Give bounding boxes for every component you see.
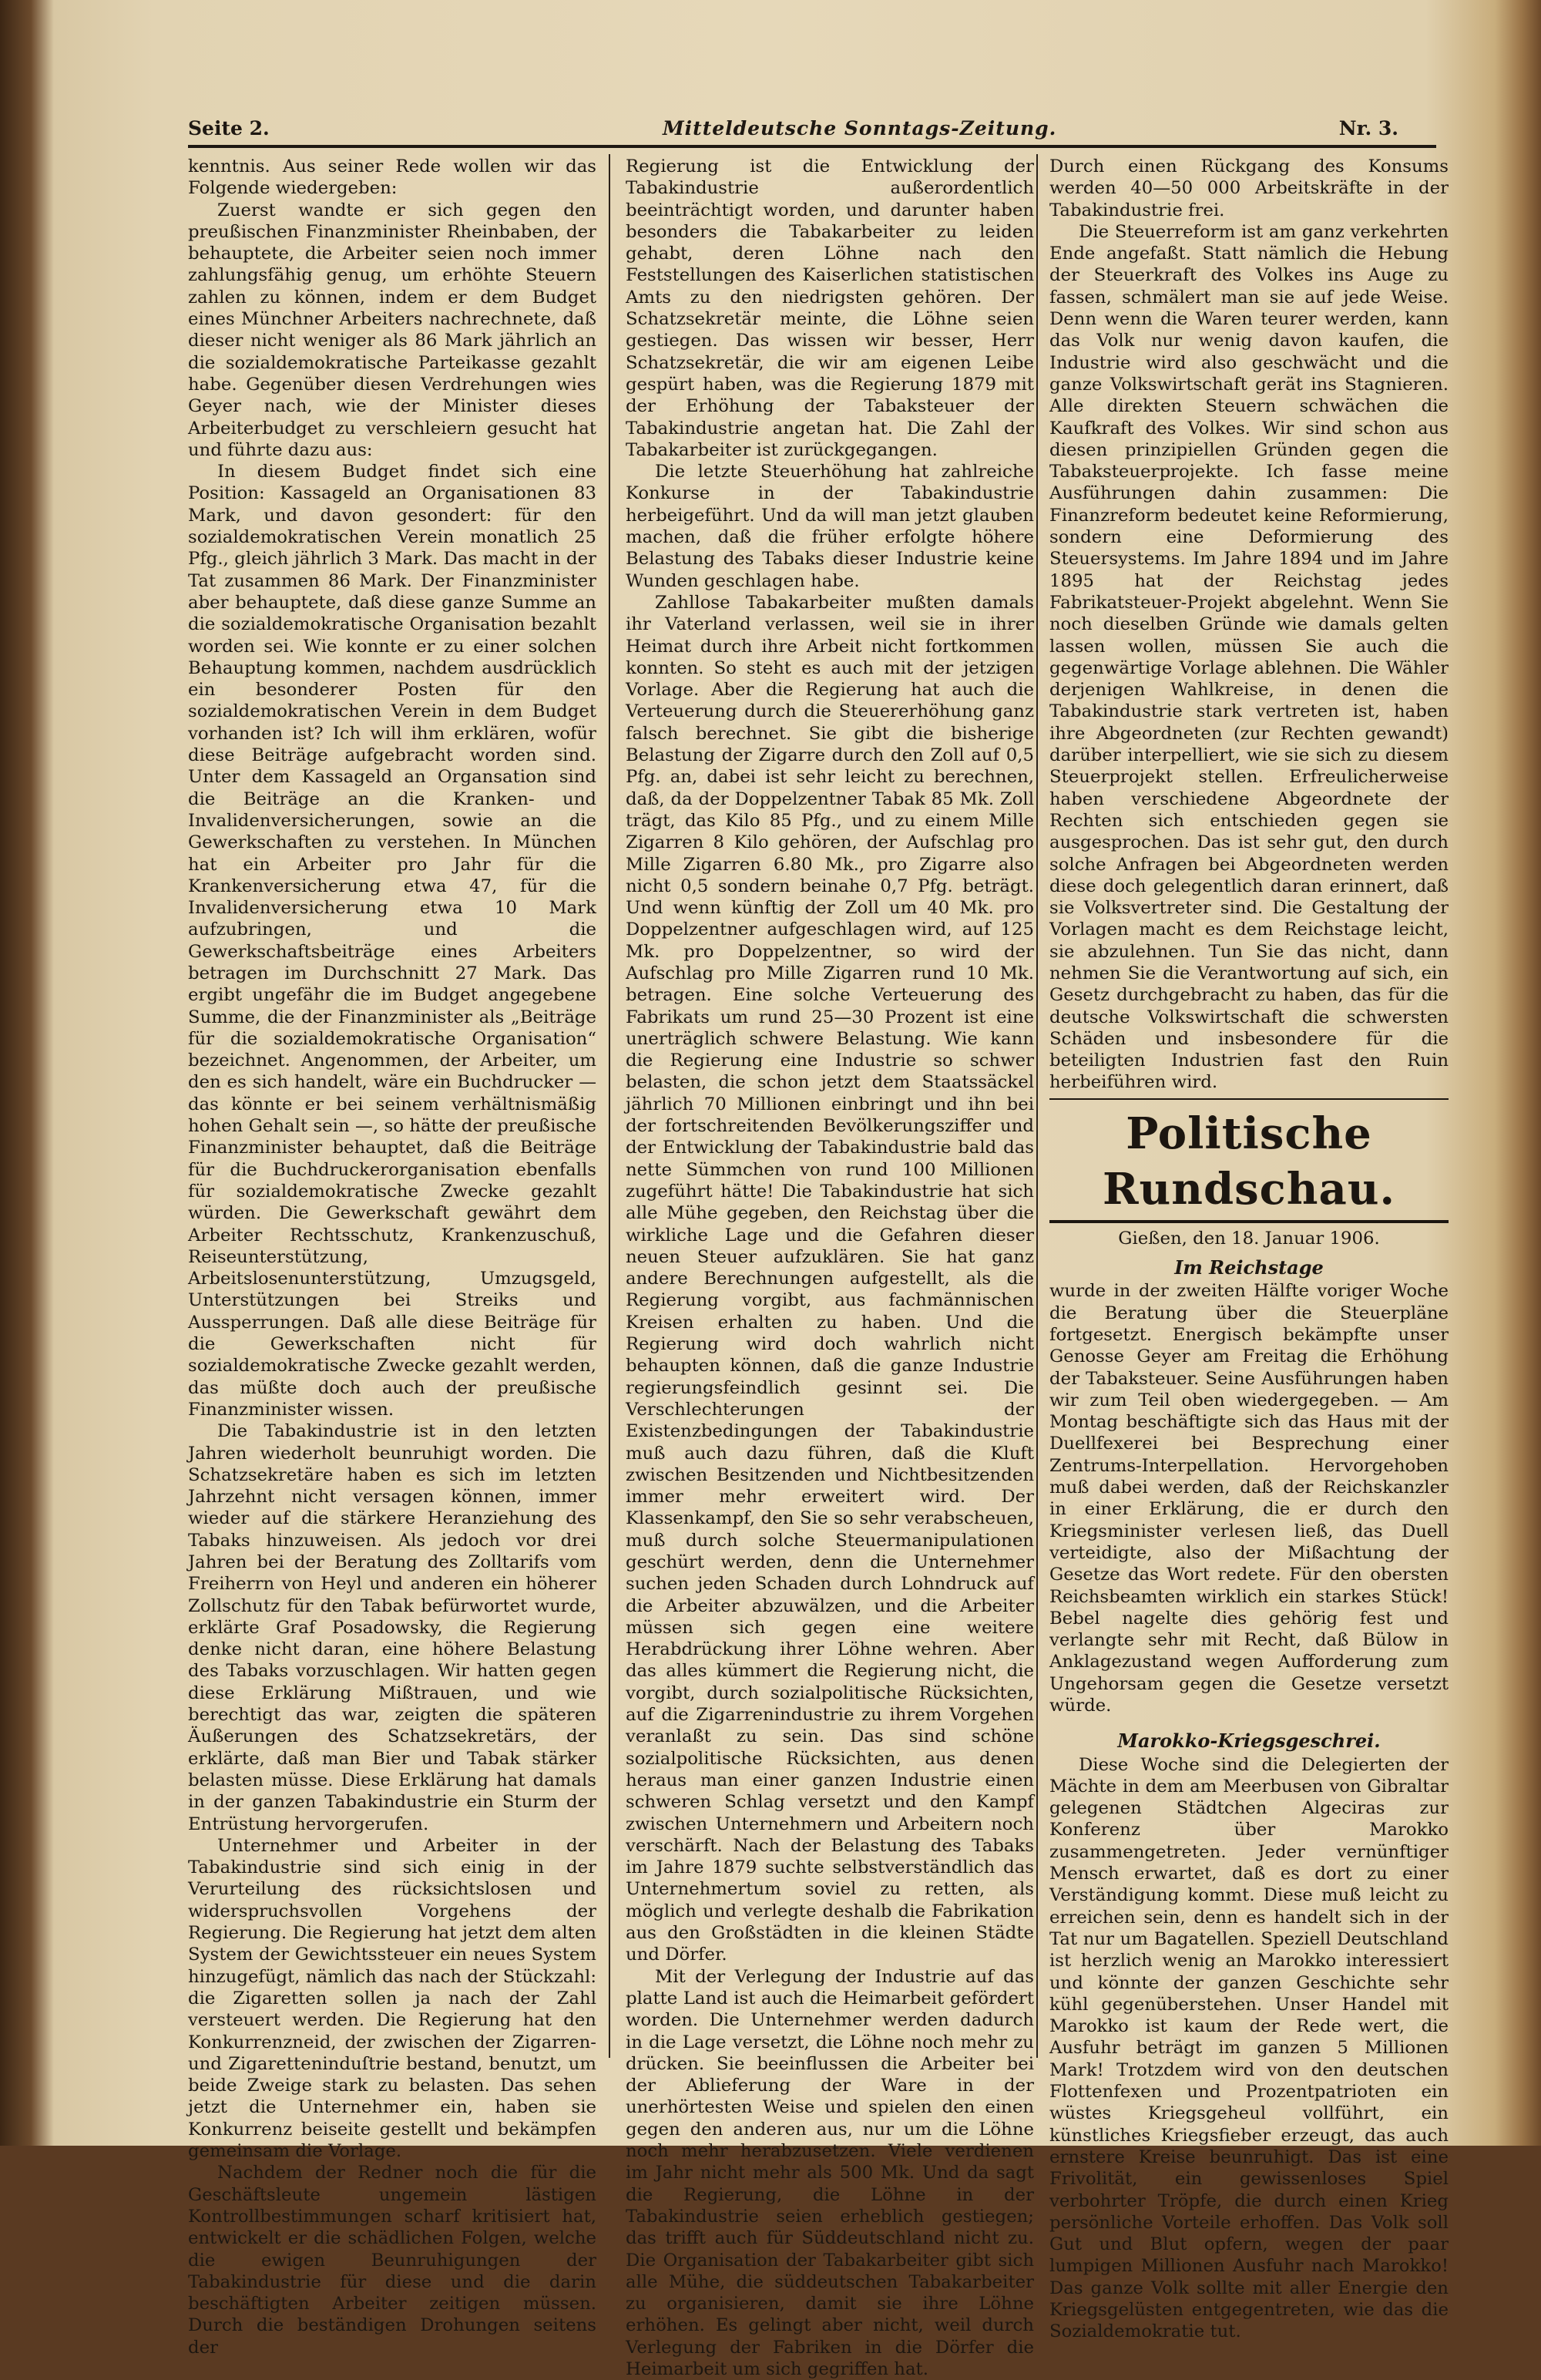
page-header [154, 117, 1464, 143]
section-title: Politische Rundschau. [1103, 1108, 1395, 1215]
section-rule-top [1049, 1098, 1449, 1100]
header-rule [188, 145, 1436, 148]
column-1 [188, 156, 596, 2358]
paragraph: Zahllose Tabakarbeiter mußten damals ihr Vaterland verlassen, weil sie in ihrer Heimat durch ihre Arbeit nicht fortkommen konnten. So steht es auch mit der jetzigen Vorlage. Aber die Regierung hat auch die Verteuerung durch die Steuererhöhung ganz falsch berechnet. Sie gibt die bisherige Belastung der Zigarre durch den Zoll auf 0,5 Pfg. an, dabei ist sehr leicht zu berechnen, daß, da der Doppelzentner Tabak 85 Mk. Zoll trägt, das Kilo 85 Pfg., und zu einem Mille Zigarren 8 Kilo gehören, der Aufschlag pro Mille Zigarren 6.80 Mk., pro Zigarre also nicht 0,5 sondern beinahe 0,7 Pfg. beträgt. Und wenn künftig der Zoll um 40 Mk. pro Doppelzentner aufgeschlagen wird, auf 125 Mk. pro Doppelzentner, so wird der Aufschlag pro Mille Zigarren rund 10 Mk. betragen. Eine solche Verteuerung des Fabrikats um rund 25—30 Prozent ist eine unerträglich schwere Belastung. Wie kann die Regierung eine Industrie so schwer belasten, die schon jetzt dem Staatssäckel jährlich 70 Millionen einbringt und ihn bei der fortschreitenden Bevölkerungsziffer und der Entwicklung der Tabakindustrie bald das nette Sümmchen von rund 100 Millionen zugeführt hätte! Die Tabakindustrie hat sich alle Mühe gegeben, den Reichstag über die wirkliche Lage und die Gefahren dieser neuen Steuer aufzuklären. Sie hat ganz andere Berechnungen aufgestellt, als die Regierung vorgibt, aus fachmännischen Kreisen erhalten zu haben. Und die Regierung wird doch wahrlich nicht behaupten können, daß die ganze Industrie regierungsfeindlich gesinnt sei. Die Verschlechterungen der Existenzbedingungen der Tabakindustrie muß auch dazu führen, daß die Kluft zwischen Besitzenden und Nichtbesitzenden immer mehr erweitert wird. Der Klassenkampf, den Sie so sehr verabscheuen, muß durch solche Steuermanipulationen geschürt werden, denn die Unternehmer suchen jeden Schaden durch Lohndruck auf die Arbeiter abzuwälzen, und die Arbeiter müssen sich gegen eine weitere Herabdrückung ihrer Löhne wehren. Aber das alles kümmert die Regierung nicht, die vorgibt, durch sozialpolitische Rücksichten, auf die Zigarrenindustrie zu ihrem Vorgehen veranlaßt zu sein. Das sind schöne sozialpolitische Rücksichten, aus denen heraus man einer ganzen Industrie einen schweren Schlag versetzt und den Kampf zwischen Unternehmern und Arbeitern noch verschärft. Nach der Belastung des Tabaks im Jahre 1879 suchte selbstverständlich das Unternehmertum soviel zu retten, als möglich und verlegte deshalb die Fabrikation aus den Großstädten in die kleinen Städte und Dörfer. [626, 592, 1034, 1965]
paragraph: Zuerst wandte er sich gegen den preußischen Finanzminister Rheinbaben, der behauptete, die Arbeiter seien noch immer zahlungsfähig genug, um erhöhte Steuern zahlen zu können, indem er dem Budget eines Münchner Arbeiters nachrechnete, daß dieser nicht weniger als 86 Mark jährlich an die sozialdemokratische Parteikasse gezahlt habe. Gegenüber diesen Verdrehungen wies Geyer nach, wie der Minister dieses Arbeiterbudget zu verschleiern gesucht hat und führte dazu aus: [188, 200, 596, 460]
article-heading-reichstag: Im Reichstage [1174, 1256, 1324, 1279]
paragraph: Mit der Verlegung der Industrie auf das platte Land ist auch die Heimarbeit gefördert worden. Die Unternehmer werden dadurch in die Lage versetzt, die Löhne noch mehr zu drücken. Sie beeinflussen die Arbeiter bei der Ablieferung der Ware in der unerhörtesten Weise und spielen den einen gegen den anderen aus, nur um die Löhne noch mehr herabzusetzen. Viele verdienen im Jahr nicht mehr als 500 Mk. Und da sagt die Regierung, die Löhne in der Tabakindustrie seien erheblich gestiegen; das trifft auch für Süddeutschland nicht zu. Die Organisation der Tabakarbeiter gibt sich alle Mühe, die süddeutschen Tabakarbeiter zu organisieren, damit sie ihre Löhne erhöhen. Es gelingt aber nicht, weil durch Verlegung der Fabriken in die Dörfer die Heimarbeit um sich gegriffen hat. [626, 1966, 1034, 2379]
column-divider-1 [609, 154, 610, 2058]
paragraph: Nachdem der Redner noch die für die Geschäftsleute ungemein lästigen Kontrollbestimmungen scharf kritisiert hat, entwickelt er die schädlichen Folgen, welche die ewigen Beunruhigungen der Tabakindustrie für diese und die darin beschäftigten Arbeiter zeitigen müssen. Durch die beständigen Drohungen seitens der [188, 2163, 596, 2358]
paragraph: Durch einen Rückgang des Konsums werden 40—50 000 Arbeitskräfte in der Tabakindustrie frei. [1049, 156, 1449, 220]
article-text-marokko: Diese Woche sind die Delegierten der Mächte in dem am Meerbusen von Gibraltar gelegenen Städtchen Algeciras zur Konferenz über Marokko zusammengetreten. Jeder vernünftiger Mensch erwartet, daß es dort zu einer Verständigung kommt. Diese muß leicht zu erreichen sein, denn es handelt sich in der Tat nur um Bagatellen. Speziell Deutschland ist herzlich wenig an Marokko interessiert und könnte der ganzen Geschichte sehr kühl gegenüberstehen. Unser Handel mit Marokko ist kaum der Rede wert, die Ausfuhr beträgt im ganzen 5 Millionen Mark! Trotzdem wird von den deutschen Flottenfexen und Prozentpatrioten ein wüstes Kriegsgeheul vollführt, ein künstliches Kriegsfieber erzeugt, das auch ernstere Kreise beunruhigt. Das ist eine Frivolität, ein gewissenloses Spiel verbohrter Tröpfe, die durch einen Krieg persönliche Vorteile erhoffen. Das Volk soll Gut und Blut opfern, wegen der paar lumpigen Millionen Ausfuhr nach Marokko! Das ganze Volk sollte mit aller Energie den Kriegsgelüsten entgegentreten, wie das die Sozialdemokratie tut. [1049, 1754, 1449, 2342]
paragraph: Die Steuerreform ist am ganz verkehrten Ende angefaßt. Statt nämlich die Hebung der Steuerkraft des Volkes ins Auge zu fassen, schmälert man sie auf jede Weise. Denn wenn die Waren teurer werden, kann das Volk nur wenig davon kaufen, die Industrie wird also geschwächt und die ganze Volkswirtschaft gerät ins Stagnieren. Alle direkten Steuern schwächen die Kaufkraft des Volkes. Wir sind schon aus diesen prinzipiellen Gründen gegen die Tabaksteuerprojekte. Ich fasse meine Ausführungen dahin zusammen: Die Finanzreform bedeutet keine Reformierung, sondern eine Deformierung des Steuersystems. Im Jahre 1894 und im Jahre 1895 hat der Reichstag jedes Fabrikatsteuer-Projekt abgelehnt. Wenn Sie noch dieselben Gründe wie damals gelten lassen wollen, müssen Sie auch die gegenwärtige Vorlage ablehnen. Die Wähler derjenigen Wahlkreise, in denen die Tabakindustrie stark vertreten ist, haben ihre Abgeordneten (zur Rechten gewandt) darüber interpelliert, wie sie sich zu diesem Steuerprojekt stellen. Erfreulicherweise haben verschiedene Abgeordnete der Rechten sich entschieden gegen sie ausgesprochen. Das ist sehr gut, den durch solche Anfragen bei Abgeordneten werden diese doch gelegentlich daran erinnert, daß sie Volksvertreter sind. Die Gestaltung der Vorlagen macht es dem Reichstage leicht, sie abzulehnen. Tun Sie das nicht, dann nehmen Sie die Verantwortung auf sich, ein Gesetz durchgebracht zu haben, das für die deutsche Volkswirtschaft die schwersten Schäden und insbesondere für die beteiligten Industrien fast den Ruin herbeiführen wird. [1049, 221, 1449, 1093]
newspaper-title: Mitteldeutsche Sonntags-Zeitung. [663, 117, 1057, 140]
article-heading-marokko: Marokko-Kriegsgeschrei. [1117, 1730, 1381, 1753]
column-divider-2 [1036, 154, 1038, 2058]
column-2 [626, 156, 1034, 2379]
newspaper-page [154, 69, 1464, 2379]
section-rule-bottom [1049, 1220, 1449, 1223]
paragraph: Die letzte Steuerhöhung hat zahlreiche Konkurse in der Tabakindustrie herbeigeführt. Und da will man jetzt glauben machen, daß die früher erfolgte höhere Belastung des Tabaks dieser Industrie keine Wunden geschlagen habe. [626, 462, 1034, 591]
paragraph: Unternehmer und Arbeiter in der Tabakindustrie sind sich einig in der Verurteilung des rücksichtslosen und widerspruchsvollen Vorgehens der Regierung. Die Regierung hat jetzt dem alten System der Gewichtssteuer ein neues System hinzugefügt, nämlich das nach der Stückzahl: die Zigaretten sollen ja nach der Zahl versteuert werden. Die Regierung hat den Konkurrenzneid, der zwischen der Zigarren- und Zigaretteninduſtrie bestand, benutzt, um beide Zweige stark zu belasten. Das sehen jetzt die Unternehmer ein, haben sie Konkurrenz beiseite gestellt und bekämpfen gemeinsam die Vorlage. [188, 1835, 596, 2162]
article-text-reichstag: wurde in der zweiten Hälfte voriger Woche die Beratung über die Steuerpläne fortgesetzt. Energisch bekämpfte unser Genosse Geyer am Freitag die Erhöhung der Tabaksteuer. Seine Ausführungen haben wir zum Teil oben wiedergegeben. — Am Montag beschäftigte sich das Haus mit der Duellfexerei bei Besprechung einer Zentrums-Interpellation. Hervorgehoben muß dabei werden, daß der Reichskanzler in einer Erklärung, die er durch den Kriegsminister verlesen ließ, das Duell verteidigte, also der Mißachtung der Gesetze das Wort redete. Für den obersten Reichsbeamten wirklich ein starkes Stück! Bebel nagelte dies gehörig fest und verlangte sehr mit Recht, daß Bülow in Anklagezustand wegen Aufforderung zum Ungehorsam gegen die Gesetze versetzt würde. [1049, 1281, 1449, 1716]
paragraph: In diesem Budget findet sich eine Position: Kassageld an Organisationen 83 Mark, und davon gesondert: für den sozialdemokratischen Verein monatlich 25 Pfg., gleich jährlich 3 Mark. Das macht in der Tat zusammen 86 Mark. Der Finanzminister aber behauptete, daß diese ganze Summe an die sozialdemokratische Organisation bezahlt worden sei. Wie konnte er zu einer solchen Behauptung kommen, nachdem ausdrücklich ein besonderer Posten für den sozialdemokratischen Verein in dem Budget vorhanden ist? Ich will ihm erklären, wofür diese Beiträge aufgebracht worden sind. Unter dem Kassageld an Organsation sind die Beiträge an die Kranken- und Invalidenversicherungen, sowie an die Gewerkschaften zu verstehen. In München hat ein Arbeiter pro Jahr für die Krankenversicherung etwa 47, für die Invalidenversicherung etwa 10 Mark aufzubringen, und die Gewerkschaftsbeiträge eines Arbeiters betragen im Durchschnitt 27 Mark. Das ergibt ungefähr die im Budget angegebene Summe, die der Finanzminister als „Beiträge für die sozialdemokratische Organisation“ bezeichnet. Angenommen, der Arbeiter, um den es sich handelt, wäre ein Buchdrucker — das könnte er bei seinem verhältnismäßig hohen Gehalt sein —, so hätte der preußische Finanzminister behauptet, daß die Beiträge für die Buchdruckerorganisation ebenfalls für sozialdemokratische Zwecke gezahlt würden. Die Gewerkschaft gewährt dem Arbeiter Rechtsschutz, Krankenzuschuß, Reiseunterstützung, Arbeitslosenunterstützung, Umzugsgeld, Unterstützungen bei Streiks und Aussperrungen. Daß alle diese Beiträge für die Gewerkschaften nicht für sozialdemokratische Zwecke gezahlt werden, das müßte doch auch der preußische Finanzminister wissen. [188, 462, 596, 1420]
paragraph: kenntnis. Aus seiner Rede wollen wir das Folgende wiedergeben: [188, 156, 596, 199]
paragraph: Regierung ist die Entwicklung der Tabakindustrie außerordentlich beeinträchtigt worden, und darunter haben besonders die Tabakarbeiter zu leiden gehabt, deren Löhne nach den Feststellungen des Kaiserlichen statistischen Amts zu den niedrigsten gehören. Der Schatzsekretär meinte, die Löhne seien gestiegen. Das wissen wir besser, Herr Schatzsekretär, die wir am eigenen Leibe gespürt haben, was die Regierung 1879 mit der Erhöhung der Tabaksteuer der Tabakindustrie angetan hat. Die Zahl der Tabakarbeiter ist zurückgegangen. [626, 156, 1034, 460]
column-3 [1049, 156, 1449, 2342]
paragraph: Die Tabakindustrie ist in den letzten Jahren wiederholt beunruhigt worden. Die Schatzsekretäre haben es sich im letzten Jahrzehnt nicht versagen können, immer wieder auf die stärkere Heranziehung des Tabaks hinzuweisen. Als jedoch vor drei Jahren bei der Beratung des Zolltarifs vom Freiherrn von Heyl und anderen ein höherer Zollschutz für den Tabak befürwortet wurde, erklärte Graf Posadowsky, die Regierung denke nicht daran, eine höhere Belastung des Tabaks vorzuschlagen. Wir hatten gegen diese Erklärung Mißtrauen, und wie berechtigt das war, zeigten die späteren Äußerungen des Schatzsekretärs, der erklärte, daß man Bier und Tabak stärker belasten müsse. Diese Erklärung hat damals in der ganzen Tabakindustrie ein Sturm der Entrüstung hervorgerufen. [188, 1421, 596, 1834]
dateline: Gießen, den 18. Januar 1906. [1118, 1228, 1380, 1249]
page-number: Seite 2. [188, 117, 270, 140]
issue-number: Nr. 3. [1338, 117, 1398, 140]
